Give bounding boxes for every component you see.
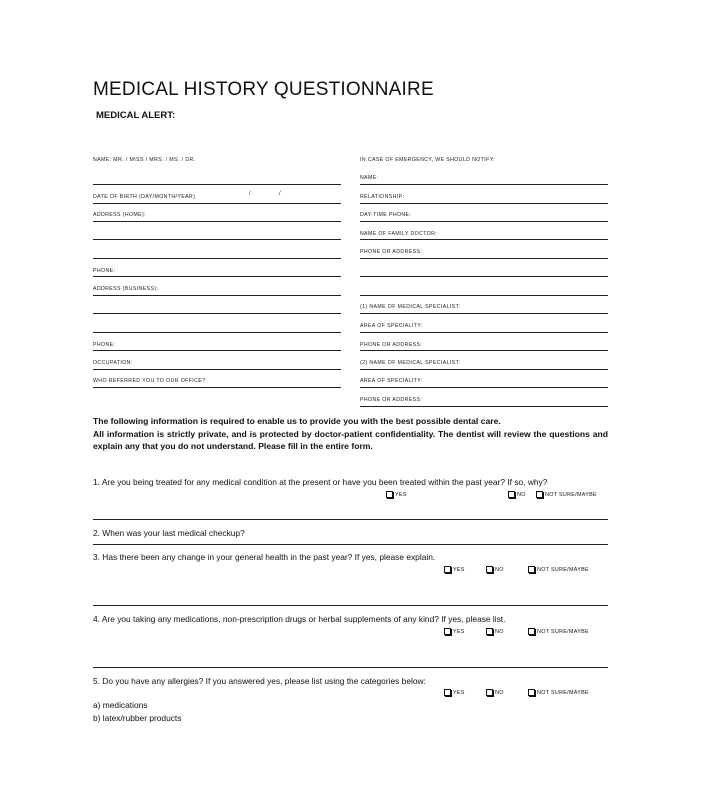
checkbox-icon[interactable] bbox=[486, 566, 493, 573]
q5-yes-option[interactable] bbox=[444, 689, 465, 696]
allergy-category-latex: b) latex/rubber products bbox=[93, 713, 182, 723]
family-doctor-line[interactable] bbox=[360, 239, 608, 240]
checkbox-icon[interactable] bbox=[536, 491, 543, 498]
emergency-name-label: NAME: bbox=[360, 175, 379, 181]
address-business-label: ADDRESS (BUSINESS): bbox=[93, 286, 159, 292]
q3-unsure-label: NOT SURE/MAYBE bbox=[537, 566, 589, 573]
q5-unsure-option[interactable] bbox=[528, 689, 589, 696]
checkbox-icon[interactable] bbox=[528, 689, 535, 696]
allergy-category-medications: a) medications bbox=[93, 700, 148, 710]
intro-text bbox=[93, 415, 608, 453]
checkbox-icon[interactable] bbox=[528, 628, 535, 635]
q3-no-label: NO bbox=[495, 566, 504, 573]
doctor-phone-label: PHONE OR ADDRESS: bbox=[360, 249, 423, 255]
q3-answer-line[interactable] bbox=[93, 605, 608, 606]
q3-no-option[interactable] bbox=[486, 566, 504, 573]
name-line[interactable] bbox=[93, 184, 341, 185]
referred-line[interactable] bbox=[93, 387, 341, 388]
q1-no-label: NO bbox=[517, 491, 526, 498]
occupation-label: OCCUPATION: bbox=[93, 360, 133, 366]
q5-no-label: NO bbox=[495, 689, 504, 696]
q1-unsure-label: NOT SURE/MAYBE bbox=[545, 491, 597, 498]
q4-answer-line[interactable] bbox=[93, 667, 608, 668]
doctor-phone-line[interactable] bbox=[360, 258, 608, 259]
q5-unsure-label: NOT SURE/MAYBE bbox=[537, 689, 589, 696]
q4-yes-option[interactable] bbox=[444, 628, 465, 635]
medical-alert-label: MEDICAL ALERT: bbox=[96, 110, 176, 121]
address-business-line[interactable] bbox=[93, 332, 341, 333]
q3-unsure-option[interactable] bbox=[528, 566, 589, 573]
phone-home-line[interactable] bbox=[93, 276, 341, 277]
q4-no-label: NO bbox=[495, 628, 504, 635]
q1-yes-label: YES bbox=[395, 491, 407, 498]
dob-label: DATE OF BIRTH (DAY/MONTH/YEAR) bbox=[93, 194, 196, 200]
specialist2-phone-label: PHONE OR ADDRESS: bbox=[360, 397, 423, 403]
q3-yes-label: YES bbox=[453, 566, 465, 573]
question-4: 4. Are you taking any medications, non-prescription drugs or herbal supplements of any kind? If yes, please list. bbox=[93, 614, 506, 624]
specialist2-label: (2) NAME OF MEDICAL SPECIALIST: bbox=[360, 360, 461, 366]
question-2: 2. When was your last medical checkup? bbox=[93, 528, 245, 538]
emergency-name-line[interactable] bbox=[360, 184, 608, 185]
address-home-line[interactable] bbox=[93, 258, 341, 259]
q5-yes-label: YES bbox=[453, 689, 465, 696]
relationship-label: RELATIONSHIP: bbox=[360, 194, 405, 200]
question-1: 1. Are you being treated for any medical condition at the present or have you been treated within the past year? If so, why? bbox=[93, 477, 548, 487]
q4-unsure-option[interactable] bbox=[528, 628, 589, 635]
relationship-line[interactable] bbox=[360, 203, 608, 204]
q1-yes-option[interactable] bbox=[386, 491, 407, 498]
checkbox-icon[interactable] bbox=[508, 491, 515, 498]
q1-unsure-option[interactable] bbox=[536, 491, 597, 498]
address-business-line[interactable] bbox=[93, 313, 341, 314]
specialty1-line[interactable] bbox=[360, 332, 608, 333]
specialist2-phone-line[interactable] bbox=[360, 406, 608, 407]
occupation-line[interactable] bbox=[93, 369, 341, 370]
address-home-line[interactable] bbox=[93, 221, 341, 222]
question-5: 5. Do you have any allergies? If you answered yes, please list using the categories below: bbox=[93, 676, 426, 686]
doctor-phone-line[interactable] bbox=[360, 295, 608, 296]
checkbox-icon[interactable] bbox=[486, 689, 493, 696]
checkbox-icon[interactable] bbox=[444, 566, 451, 573]
dob-separator: / bbox=[279, 191, 281, 197]
daytime-phone-label: DAY-TIME PHONE: bbox=[360, 212, 412, 218]
page-title: MEDICAL HISTORY QUESTIONNAIRE bbox=[93, 79, 434, 100]
address-home-line[interactable] bbox=[93, 239, 341, 240]
q4-yes-label: YES bbox=[453, 628, 465, 635]
daytime-phone-line[interactable] bbox=[360, 221, 608, 222]
specialist1-phone-line[interactable] bbox=[360, 350, 608, 351]
q1-answer-line[interactable] bbox=[93, 519, 608, 520]
intro-line-1: The following information is required to enable us to provide you with the best possible dental care. bbox=[93, 416, 501, 426]
checkbox-icon[interactable] bbox=[444, 628, 451, 635]
question-3: 3. Has there been any change in your general health in the past year? If yes, please explain. bbox=[93, 552, 436, 562]
q3-yes-option[interactable] bbox=[444, 566, 465, 573]
specialty2-label: AREA OF SPECIALITY: bbox=[360, 378, 423, 384]
checkbox-icon[interactable] bbox=[444, 689, 451, 696]
family-doctor-label: NAME OF FAMILY DOCTOR: bbox=[360, 231, 438, 237]
doctor-phone-line[interactable] bbox=[360, 276, 608, 277]
specialty2-line[interactable] bbox=[360, 387, 608, 388]
specialist1-line[interactable] bbox=[360, 313, 608, 314]
q4-no-option[interactable] bbox=[486, 628, 504, 635]
specialist2-line[interactable] bbox=[360, 369, 608, 370]
address-business-line[interactable] bbox=[93, 295, 341, 296]
specialist1-label: (1) NAME OF MEDICAL SPECIALIST: bbox=[360, 304, 461, 310]
checkbox-icon[interactable] bbox=[528, 566, 535, 573]
checkbox-icon[interactable] bbox=[386, 491, 393, 498]
address-home-label: ADDRESS (HOME): bbox=[93, 212, 146, 218]
referred-label: WHO REFERRED YOU TO OUR OFFICE? bbox=[93, 378, 206, 384]
specialty1-label: AREA OF SPECIALITY: bbox=[360, 323, 423, 329]
q1-no-option[interactable] bbox=[508, 491, 526, 498]
specialist1-phone-label: PHONE OR ADDRESS: bbox=[360, 342, 423, 348]
q5-no-option[interactable] bbox=[486, 689, 504, 696]
intro-line-2: All information is strictly private, and is protected by doctor-patient confidentiality. The dentist will review the questions and explain any that you do not understand. Please fill in the entire form. bbox=[93, 428, 608, 451]
phone-business-line[interactable] bbox=[93, 350, 341, 351]
emergency-label: IN CASE OF EMERGENCY, WE SHOULD NOTIFY: bbox=[360, 157, 496, 163]
dob-separator: / bbox=[249, 191, 251, 197]
q4-unsure-label: NOT SURE/MAYBE bbox=[537, 628, 589, 635]
phone-business-label: PHONE: bbox=[93, 342, 116, 348]
checkbox-icon[interactable] bbox=[486, 628, 493, 635]
phone-home-label: PHONE: bbox=[93, 268, 116, 274]
dob-line[interactable] bbox=[93, 203, 341, 204]
name-label: NAME: MR. / MISS / MRS. / MS. / DR. bbox=[93, 157, 196, 163]
q2-answer-line[interactable] bbox=[93, 544, 608, 545]
